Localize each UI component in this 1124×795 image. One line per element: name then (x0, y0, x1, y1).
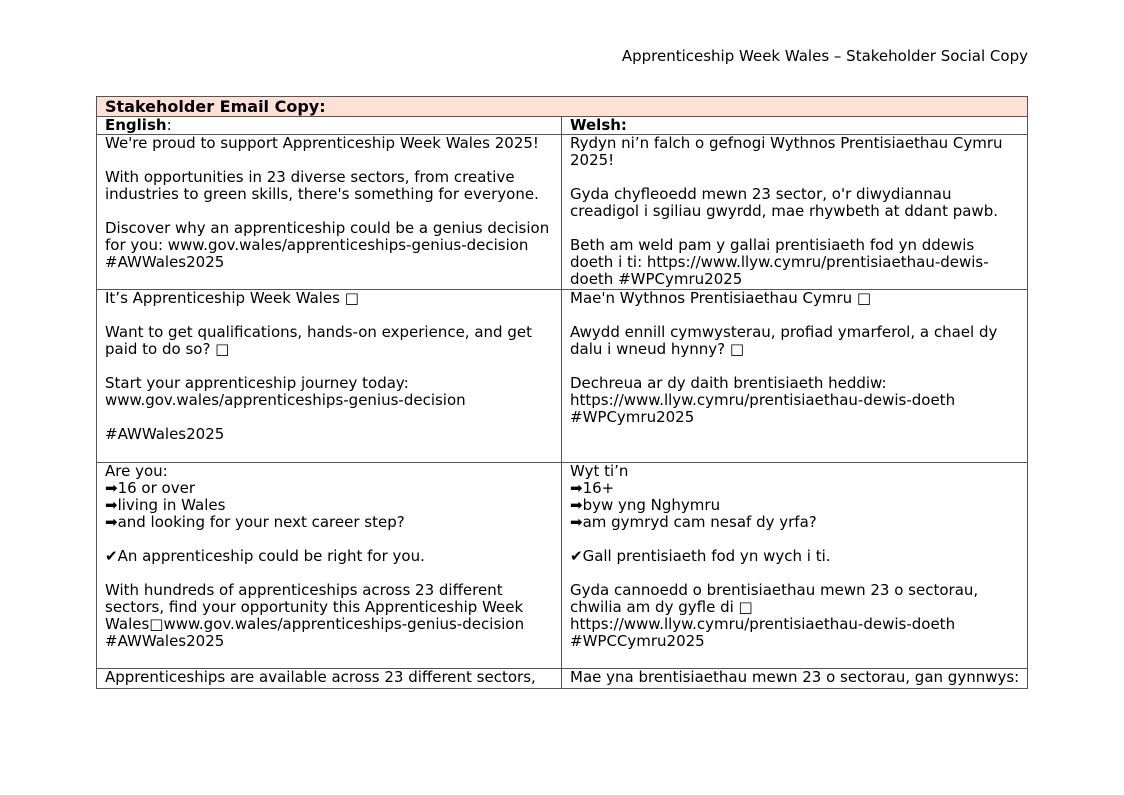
welsh-copy-cell: Mae yna brentisiaethau mewn 23 o sectorau, gan gynnwys: (562, 669, 1028, 689)
english-copy-cell: Are you: ➡16 or over ➡living in Wales ➡and looking for your next career step? ✔An apprenticeship could be right for you. With hundreds of apprenticeships across 23 different sectors, find your opportunity this Apprenticeship Week Wales□www.gov.wales/apprenticeships-genius-decision #AWWales2025 (97, 463, 562, 669)
english-heading: English (105, 116, 167, 134)
page-header: Apprenticeship Week Wales – Stakeholder Social Copy (621, 47, 1028, 65)
column-header-row (97, 117, 1028, 135)
section-title-row (97, 97, 1028, 117)
table-row (97, 290, 1028, 463)
table-row (97, 463, 1028, 669)
social-copy-table (96, 96, 1028, 689)
english-copy-cell: Apprenticeships are available across 23 different sectors, (97, 669, 562, 689)
english-copy-cell: We're proud to support Apprenticeship Week Wales 2025! With opportunities in 23 diverse sectors, from creative industries to green skills, there's something for everyone. Discover why an apprenticeship could be a genius decision for you: www.gov.wales/apprenticeships-genius-decision #AWWales2025 (97, 135, 562, 290)
english-heading-suffix: : (166, 116, 172, 134)
welsh-copy-cell: Wyt ti’n ➡16+ ➡byw yng Nghymru ➡am gymryd cam nesaf dy yrfa? ✔Gall prentisiaeth fod yn wych i ti. Gyda cannoedd o brentisiaethau mewn 23 o sectorau, chwilia am dy gyfle di □ https://www.llyw.cymru/prentisiaethau-dewis-doeth #WPCCymru2025 (562, 463, 1028, 669)
english-column-header (97, 117, 562, 135)
table-row (97, 669, 1028, 689)
table-row (97, 135, 1028, 290)
welsh-column-header: Welsh: (562, 117, 1028, 135)
english-copy-cell: It’s Apprenticeship Week Wales □ Want to get qualifications, hands-on experience, and get paid to do so? □ Start your apprenticeship journey today: www.gov.wales/apprenticeships-genius-decision #AWWales2025 (97, 290, 562, 463)
section-title: Stakeholder Email Copy: (97, 97, 1028, 117)
welsh-copy-cell: Mae'n Wythnos Prentisiaethau Cymru □ Awydd ennill cymwysterau, profiad ymarferol, a chael dy dalu i wneud hynny? □ Dechreua ar dy daith brentisiaeth heddiw: https://www.llyw.cymru/prentisiaethau-dewis-doeth #WPCymru2025 (562, 290, 1028, 463)
welsh-copy-cell: Rydyn ni’n falch o gefnogi Wythnos Prentisiaethau Cymru 2025! Gyda chyfleoedd mewn 23 sector, o'r diwydiannau creadigol i sgiliau gwyrdd, mae rhywbeth at ddant pawb. Beth am weld pam y gallai prentisiaeth fod yn ddewis doeth i ti: https://www.llyw.cymru/prentisiaethau-dewis-doeth #WPCymru2025 (562, 135, 1028, 290)
